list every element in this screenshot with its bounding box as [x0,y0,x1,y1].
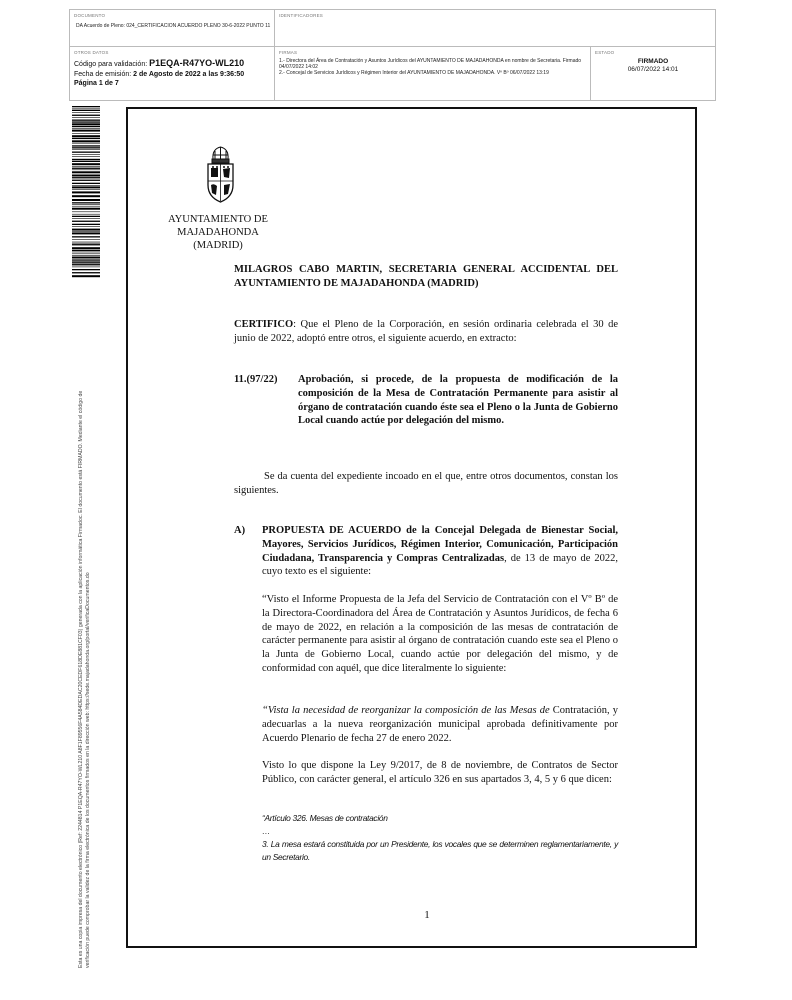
entity-line-3: (MADRID) [193,240,243,251]
propuesta-rest: , de 13 de mayo de 2022, cuyo texto es el siguiente: [262,552,618,578]
entity-name-block [158,213,278,252]
vista-italic: “Vista la necesidad de reorganizar la composición de las Mesas de [262,705,550,716]
barcode-image [72,106,100,278]
verification-line-2: verificación puede comprobar la validez de la firma electrónica de los documentos firmados en la dirección web: https://sede.majadahonda.org/portal/verificaDocumentos.do [84,572,91,968]
propuesta-paragraph [262,524,618,579]
firmas-list [279,58,587,76]
codigo-prefix: Código para validación: [74,61,148,68]
documento-cell [70,10,275,47]
codigo-validacion [74,58,244,68]
certifico-text: : Que el Pleno de la Corporación, en sesión ordinaria celebrada el 30 de junio de 2022, adoptó entre otros, el siguiente acuerdo, en extracto: [234,319,618,344]
coat-of-arms-icon [203,145,238,205]
estado-cell [591,47,715,100]
article-paragraph-3: 3. La mesa estará constituida por un Presidente, los vocales que se determinen reglamentariamente, y un Secretario. [262,839,618,862]
estado-label: ESTADO [595,50,615,55]
fecha-value: 2 de Agosto de 2022 a las 9:36:50 [133,71,245,78]
verification-side-text [78,298,102,968]
page-number: 1 [424,909,430,921]
documento-value: DA Acuerdo de Pleno: 024_CERTIFICACION ACUERDO PLENO 30-6-2022 PUNTO 11 [76,23,271,29]
certifying-officer-heading: MILAGROS CABO MARTIN, SECRETARIA GENERAL ACCIDENTAL DEL AYUNTAMIENTO DE MAJADAHONDA (MADRID) [234,264,618,289]
firma-1: 1.- Directora del Área de Contratación y Asuntos Jurídicos del AYUNTAMIENTO DE MAJADAHONDA en nombre de Secretaria. Firmado 04/07/2022 14:02 [279,58,582,70]
document-header-table [69,9,716,101]
pagina-count: Página 1 de 7 [74,80,119,87]
verification-line-1: Esta es una copia impresa del documento electrónico (Ref: 2244814 P1EQA-R47YO-WL210 A8F1F89556F4A584DEDAC20CEDF618DE881CF03) generada con la aplicación informática Firmadoc. El documento está FIRMADO. Mediante el código de [78,390,84,968]
ley-paragraph: Visto lo que dispone la Ley 9/2017, de 8 de noviembre, de Contratos de Sector Público, con carácter general, el artículo 326 en sus apartados 3, 4, 5 y 6 que dicen: [262,760,618,785]
estado-fecha: 06/07/2022 14:01 [627,66,679,73]
codigo-value[interactable]: P1EQA-R47YO-WL210 [149,58,245,68]
entity-line-2: MAJADAHONDA [177,227,259,238]
article-title: “Artículo 326. Mesas de contratación [262,813,388,823]
certifico-label: CERTIFICO [234,319,294,330]
visto-paragraph: “Visto el Informe Propuesta de la Jefa del Servicio de Contratación con el Vº Bº de la Directora-Coordinadora del Área de Contratación y Asuntos Jurídicos, de fecha 6 de mayo de 2022, en relación a la composición de las mesas de contratación de carácter permanente para asistir al órgano de contratación cuando este sea el Pleno o la Junta de Gobierno Local, cuando actúe por delegación del mismo, y de conformidad con aquél, que dice literalmente lo siguiente: [262,594,618,674]
item-number: 11.(97/22) [234,374,278,385]
fecha-prefix: Fecha de emisión: [74,71,132,78]
firmas-label: FIRMAS [279,50,298,55]
se-da-cuenta-paragraph: Se da cuenta del expediente incoado en el que, entre otros documentos, constan los siguientes. [234,471,618,496]
otros-datos-cell [70,47,275,100]
identificadores-cell [275,10,715,47]
estado-value: FIRMADO [637,58,669,65]
firmas-cell [275,47,591,100]
certifico-paragraph [234,318,618,346]
section-letter-a: A) [234,525,246,536]
identificadores-label: IDENTIFICADORES [279,13,324,18]
article-ellipsis: … [262,826,271,836]
propuesta-bold: PROPUESTA DE ACUERDO de la Concejal Delegada de Bienestar Social, Mayores, Servicios Jurídicos, Régimen Interior, Comunicación, Participación Ciudadana, Transparencia y Compras Centralizadas [262,525,618,564]
vista-rest: Contratación, y adecuarlas a la nueva reorganización municipal aprobada definitivamente por Acuerdo Plenario de fecha 27 de enero 2022. [262,705,619,744]
vista-paragraph [262,704,618,745]
firma-2: 2.- Concejal de Servicios Jurídicos y Régimen Interior del AYUNTAMIENTO DE MAJADAHONDA. Vº Bº 06/07/2022 13:19 [279,70,549,76]
fecha-emision [74,71,244,78]
otros-datos-label: OTROS DATOS [74,50,109,55]
entity-line-1: AYUNTAMIENTO DE [168,214,268,225]
documento-label: DOCUMENTO [74,13,106,18]
item-title: Aprobación, si procede, de la propuesta de modificación de la composición de la Mesa de Contratación Permanente para asistir al órgano de contratación cuando éste sea el Pleno o la Junta de Gobierno Local cuando actúe por delegación del mismo. [298,374,618,427]
